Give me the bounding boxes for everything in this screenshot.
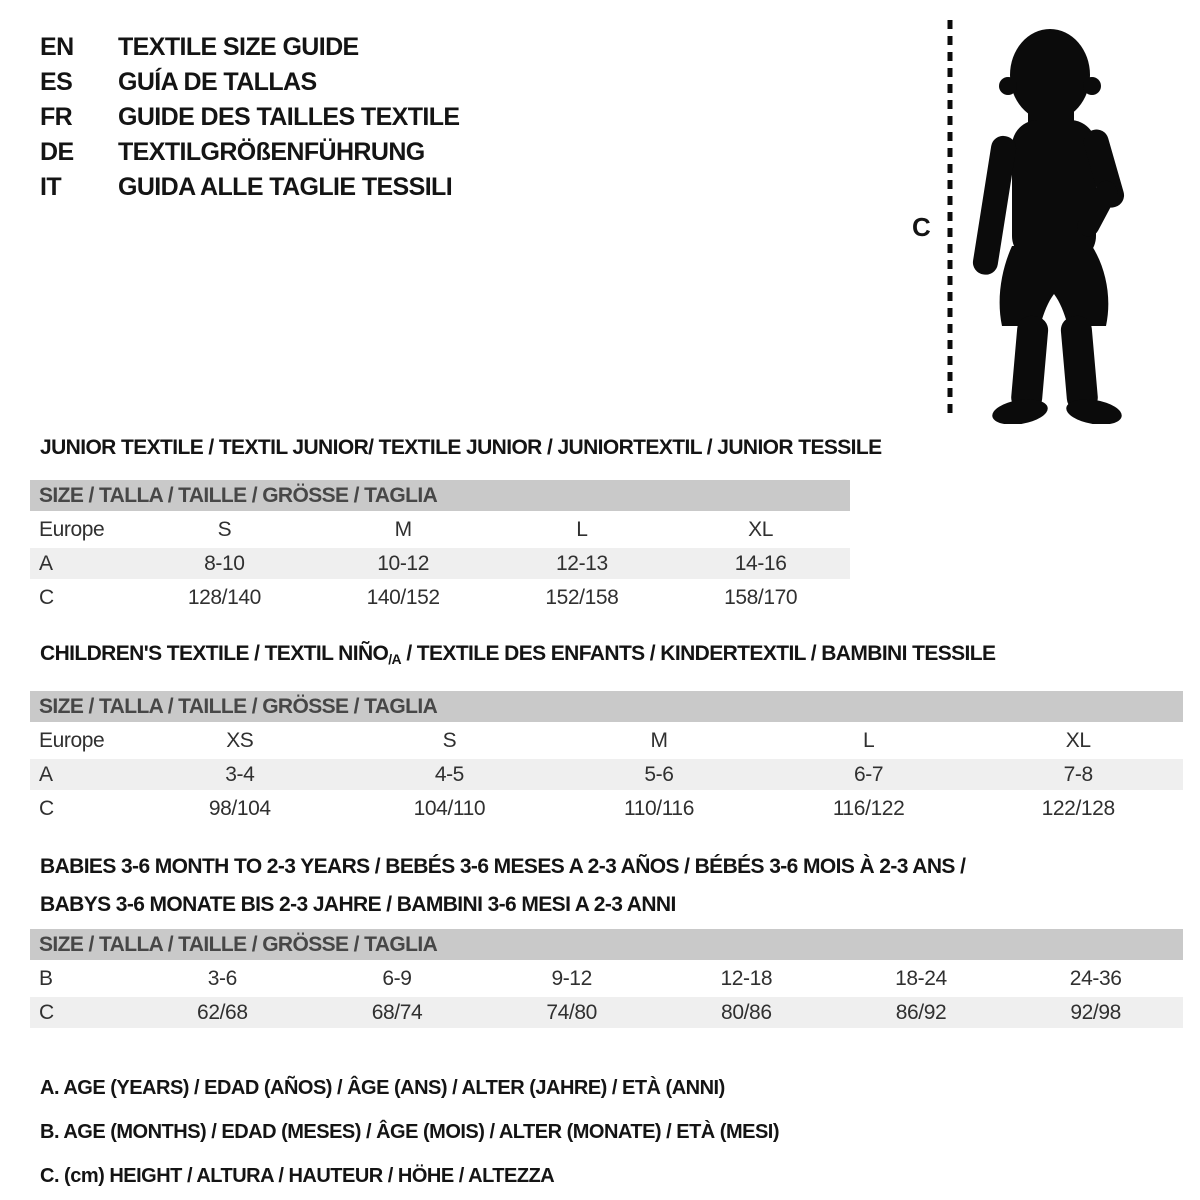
language-code: IT	[40, 173, 62, 201]
table-cell: 74/80	[546, 1001, 597, 1024]
table-cell: S	[217, 518, 232, 541]
table-cell: L	[576, 518, 588, 541]
table-cell: 98/104	[208, 797, 271, 820]
row-label: B	[39, 967, 53, 990]
language-list	[40, 30, 460, 205]
language-title: GUIDE DES TAILLES TEXTILE	[118, 103, 460, 131]
row-label: Europe	[39, 518, 105, 541]
size-header-bar: SIZE / TALLA / TAILLE / GRÖSSE / TAGLIA	[30, 929, 1183, 960]
table-cell: 8-10	[204, 552, 245, 575]
language-code: DE	[40, 138, 74, 166]
table-cell: 10-12	[377, 552, 429, 575]
table-cell: 122/128	[1041, 797, 1115, 820]
language-code: EN	[40, 33, 74, 61]
language-title: GUÍA DE TALLAS	[118, 68, 317, 96]
table-cell: XL	[748, 518, 774, 541]
table-cell: 140/152	[366, 586, 440, 609]
children-title-text: / TEXTILE DES ENFANTS / KINDERTEXTIL / BAMBINI TESSILE	[401, 642, 996, 665]
table-row	[30, 963, 1183, 994]
table-row	[30, 725, 1183, 756]
legend-line-age-months: B. AGE (MONTHS) / EDAD (MESES) / ÂGE (MOIS) / ALTER (MONATE) / ETÀ (MESI)	[40, 1121, 780, 1143]
table-cell: 86/92	[895, 1001, 947, 1024]
table-cell: 62/68	[197, 1001, 248, 1024]
row-label: A	[39, 763, 53, 786]
table-cell: M	[394, 518, 412, 541]
table-cell: 12-13	[556, 552, 608, 575]
row-label: C	[39, 797, 54, 820]
size-header-bar: SIZE / TALLA / TAILLE / GRÖSSE / TAGLIA	[30, 480, 850, 511]
table-row	[30, 582, 850, 613]
table-cell: 68/74	[371, 1001, 423, 1024]
row-label: A	[39, 552, 53, 575]
language-code: ES	[40, 68, 73, 96]
dashed-height-line-icon	[946, 20, 954, 420]
table-cell: 116/122	[832, 797, 905, 820]
junior-section-title: JUNIOR TEXTILE / TEXTIL JUNIOR/ TEXTILE JUNIOR / JUNIORTEXTIL / JUNIOR TESSILE	[40, 436, 882, 459]
children-section-title	[40, 642, 995, 667]
table-cell: XL	[1065, 729, 1091, 752]
table-cell: 3-6	[207, 967, 237, 990]
children-title-text: CHILDREN'S TEXTILE / TEXTIL NIÑO	[40, 642, 389, 665]
junior-size-table	[30, 480, 850, 613]
language-title: TEXTILE SIZE GUIDE	[118, 33, 359, 61]
table-cell: S	[442, 729, 457, 752]
babies-size-table	[30, 929, 1183, 1028]
babies-title-line1: BABIES 3-6 MONTH TO 2-3 YEARS / BEBÉS 3-6 MESES A 2-3 AÑOS / BÉBÉS 3-6 MOIS À 2-3 ANS /	[40, 855, 966, 878]
table-cell: 4-5	[434, 763, 464, 786]
language-title: TEXTILGRÖßENFÜHRUNG	[118, 138, 425, 166]
table-row	[30, 793, 1183, 824]
table-cell: XS	[226, 729, 254, 752]
table-row	[30, 997, 1183, 1028]
table-cell: 152/158	[545, 586, 619, 609]
table-cell: 128/140	[187, 586, 261, 609]
table-cell: 5-6	[644, 763, 674, 786]
row-label: C	[39, 1001, 54, 1024]
table-cell: 6-7	[854, 763, 884, 786]
row-label: C	[39, 586, 54, 609]
table-cell: 92/98	[1070, 1001, 1121, 1024]
table-cell: 80/86	[721, 1001, 772, 1024]
table-cell: 6-9	[382, 967, 412, 990]
size-header-bar: SIZE / TALLA / TAILLE / GRÖSSE / TAGLIA	[30, 691, 1183, 722]
table-cell: 18-24	[895, 967, 947, 990]
table-cell: L	[862, 729, 875, 752]
legend-line-height: C. (cm) HEIGHT / ALTURA / HAUTEUR / HÖHE / ALTEZZA	[40, 1165, 555, 1187]
table-cell: 12-18	[720, 967, 773, 990]
table-cell: 110/116	[623, 797, 694, 820]
table-cell: 9-12	[551, 967, 592, 990]
table-cell: 7-8	[1063, 763, 1093, 786]
table-row	[30, 548, 850, 579]
table-row	[30, 759, 1183, 790]
children-title-subscript: /A	[388, 651, 402, 667]
table-row	[30, 514, 850, 545]
toddler-silhouette-icon	[966, 24, 1146, 424]
table-cell: 24-36	[1069, 967, 1122, 990]
language-code: FR	[40, 103, 73, 131]
table-cell: 3-4	[225, 763, 255, 786]
table-cell: 158/170	[724, 586, 798, 609]
height-measure-label: C	[912, 212, 931, 242]
children-size-table	[30, 691, 1183, 824]
babies-title-line2: BABYS 3-6 MONATE BIS 2-3 JAHRE / BAMBINI 3-6 MESI A 2-3 ANNI	[40, 893, 676, 916]
language-title: GUIDA ALLE TAGLIE TESSILI	[118, 173, 453, 201]
row-label: Europe	[39, 729, 105, 752]
babies-section-title	[40, 848, 965, 924]
table-cell: 104/110	[413, 797, 486, 820]
legend-line-age-years: A. AGE (YEARS) / EDAD (AÑOS) / ÂGE (ANS) / ALTER (JAHRE) / ETÀ (ANNI)	[40, 1077, 725, 1099]
legend	[40, 1066, 779, 1198]
table-cell: M	[650, 729, 668, 752]
table-cell: 14-16	[734, 552, 787, 575]
